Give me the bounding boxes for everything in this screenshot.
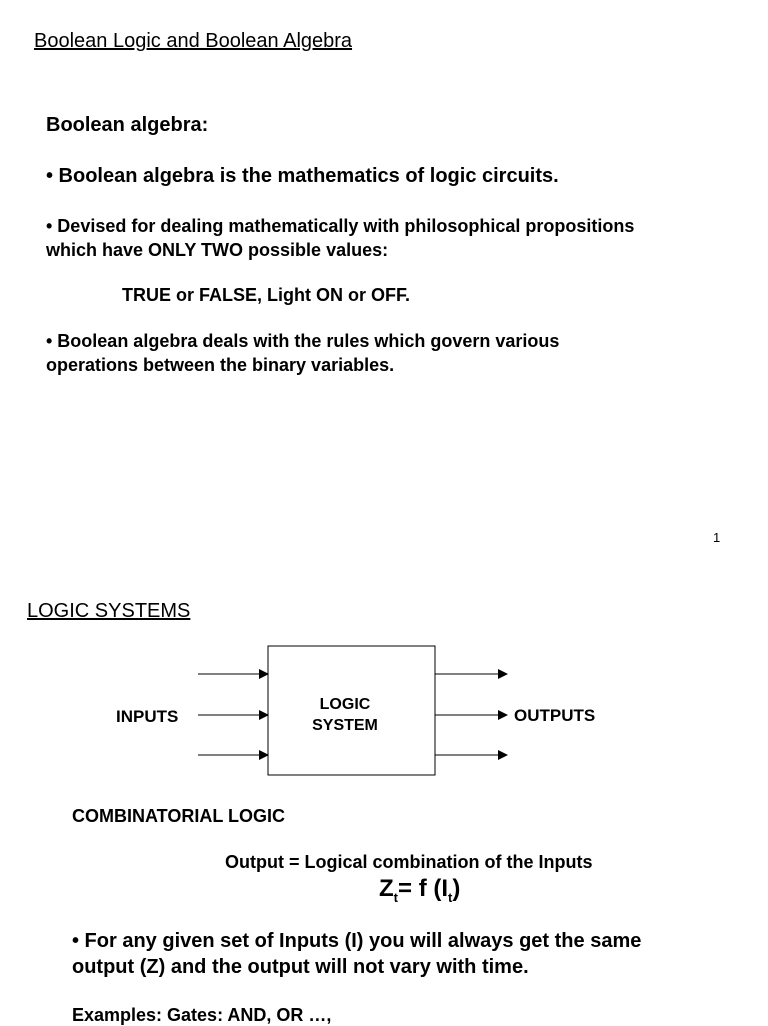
section-heading: Boolean algebra: [46,114,209,136]
formula-z: Z [379,875,394,902]
bullet-text: • Boolean algebra deals with the rules which govern various [46,331,560,351]
slide-title: LOGIC SYSTEMS [27,600,191,622]
outputs-label: OUTPUTS [514,706,596,725]
examples-text: Examples: Gates: AND, OR …, [72,1005,332,1025]
bullet-text: • Devised for dealing mathematically with philosophical propositions [46,216,635,236]
formula-middle: = f (I [398,875,449,902]
page-number: 1 [713,530,721,545]
formula [379,875,460,905]
definition-text: Output = Logical combination of the Inputs [225,852,593,872]
box-label-line1: LOGIC [319,696,371,713]
formula-subscript: t [448,889,453,905]
bullet-text-continuation: operations between the binary variables. [46,355,395,375]
bullet-text-continuation: output (Z) and the output will not vary with time. [72,956,529,978]
indented-values-text: TRUE or FALSE, Light ON or OFF. [122,285,410,305]
box-label-line2: SYSTEM [312,717,378,734]
inputs-label: INPUTS [116,707,179,726]
bullet-text: • For any given set of Inputs (I) you will always get the same [72,930,642,952]
slide-title: Boolean Logic and Boolean Algebra [34,30,353,52]
bullet-text: • Boolean algebra is the mathematics of logic circuits. [46,165,559,187]
formula-end: ) [452,875,461,902]
formula-subscript: t [393,889,399,905]
section-heading: COMBINATORIAL LOGIC [72,806,285,826]
bullet-text-continuation: which have ONLY TWO possible values: [46,240,389,260]
